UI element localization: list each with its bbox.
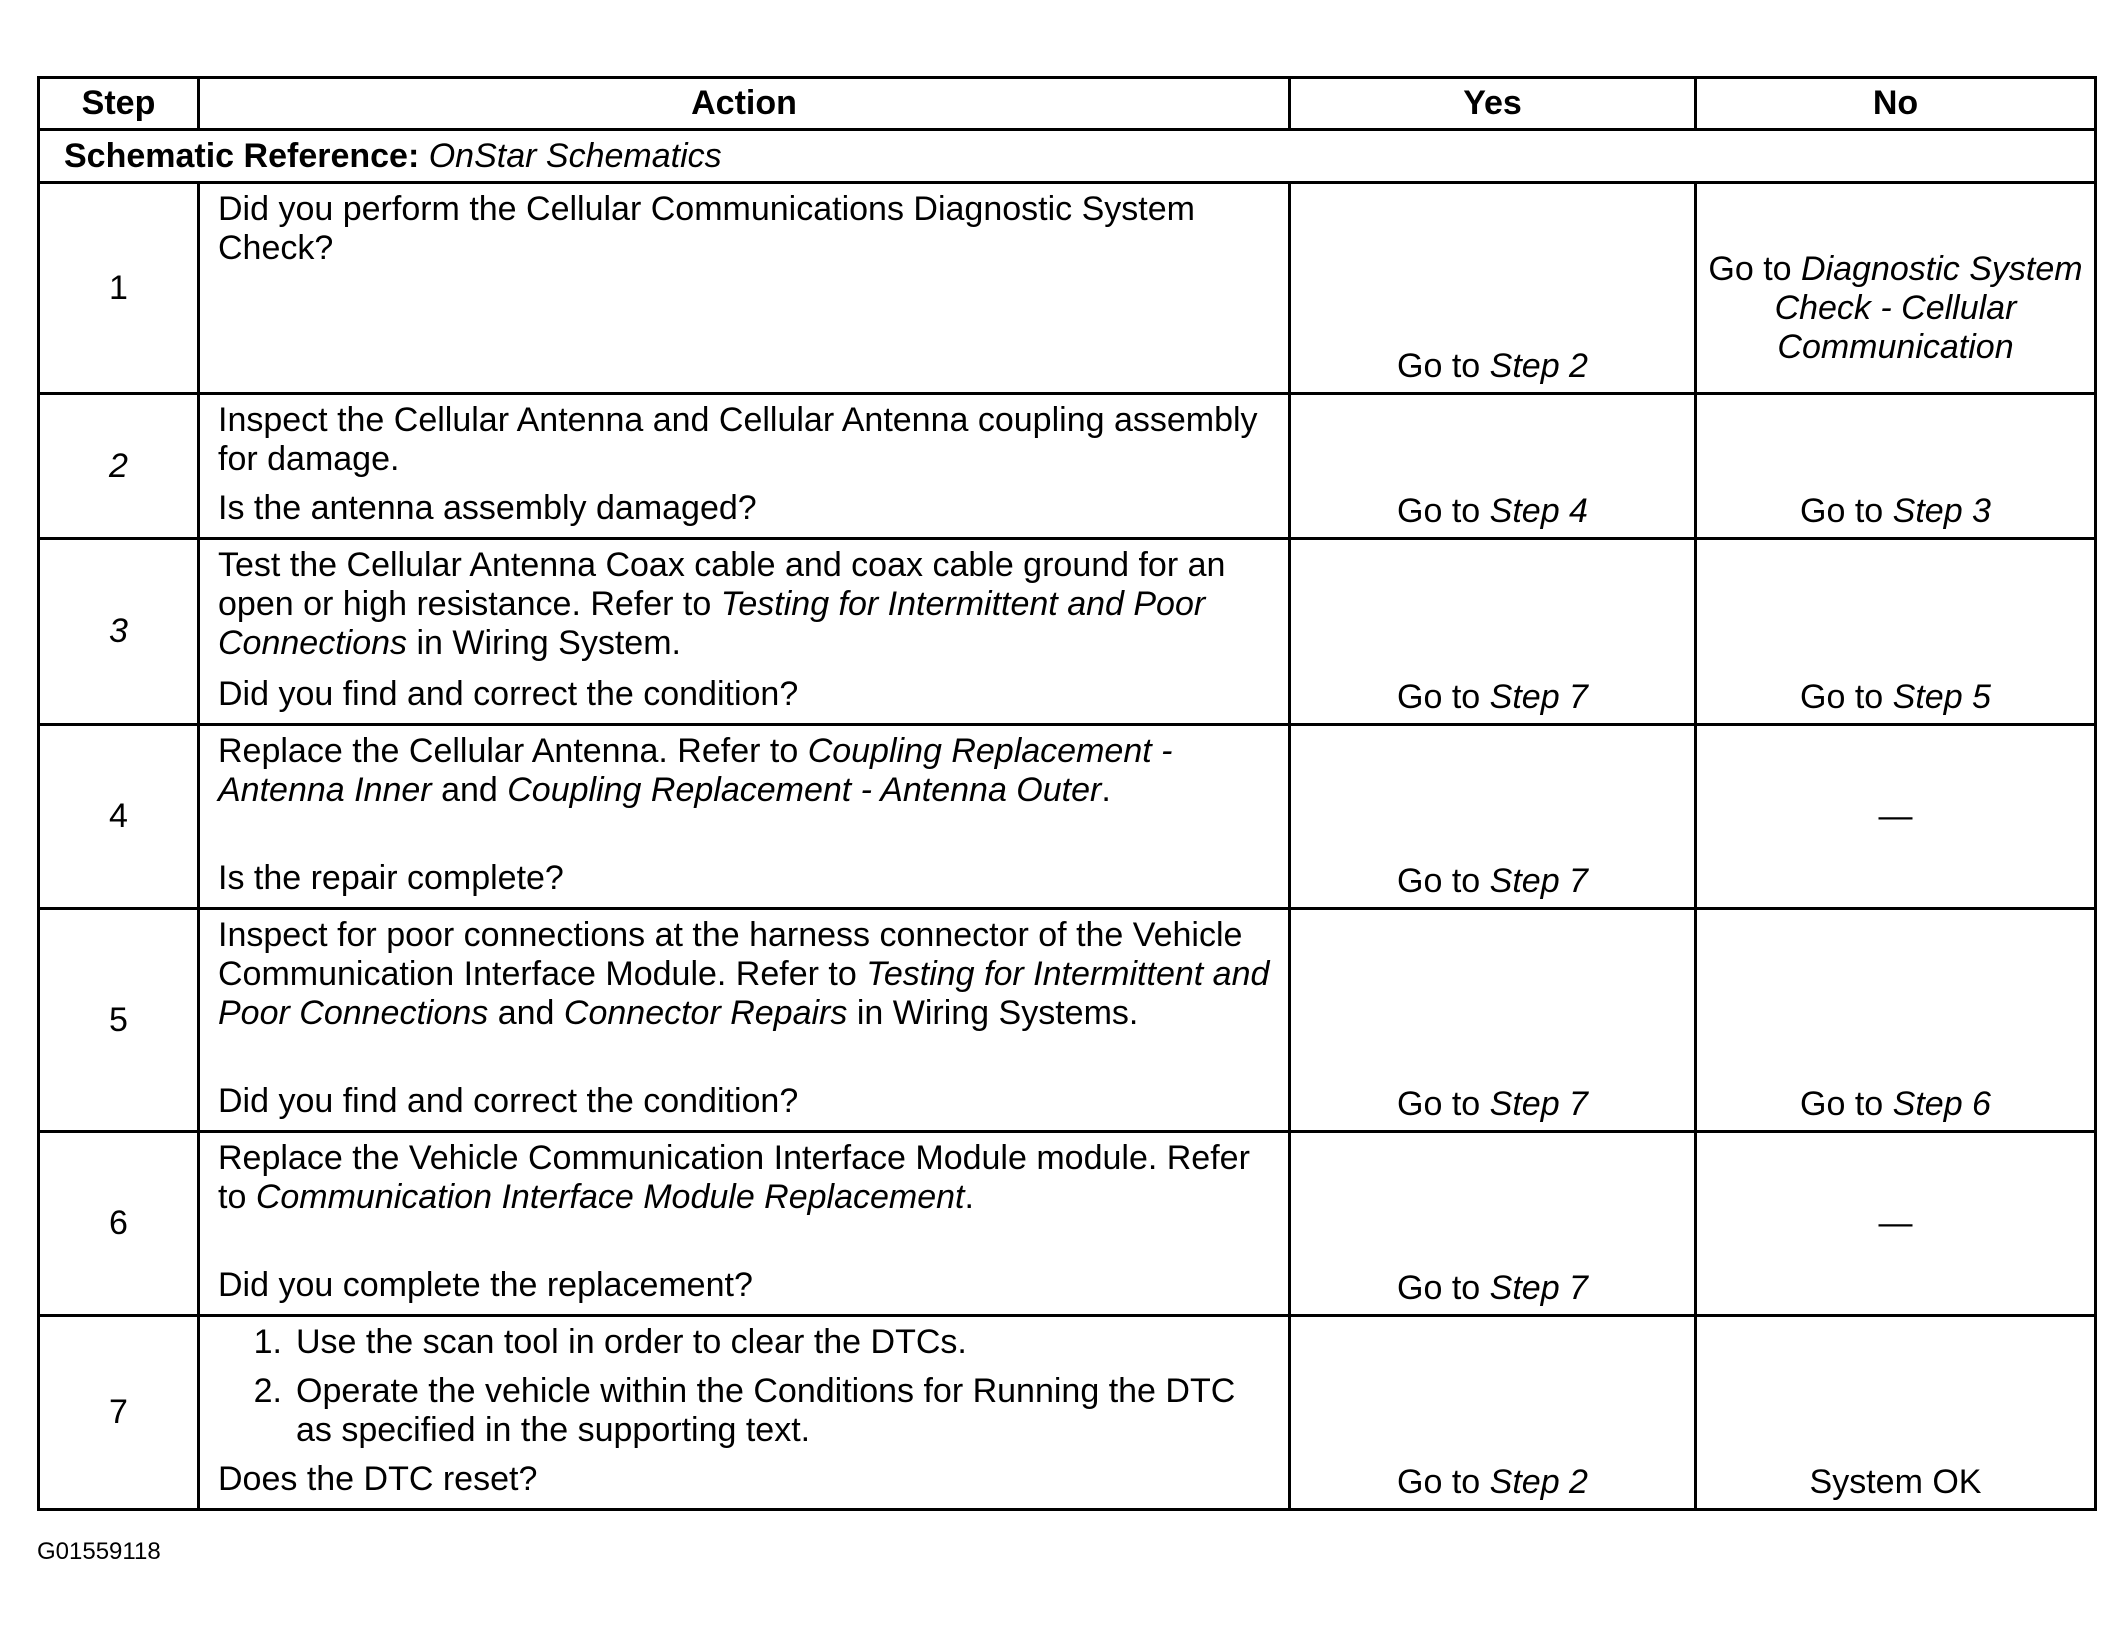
go-to-text: Go to [1397, 347, 1481, 385]
header-yes: Yes [1290, 78, 1696, 130]
yes-step-ref: Step 2 [1489, 1463, 1588, 1501]
table-row [39, 394, 2096, 539]
yes-cell [1290, 1132, 1696, 1316]
step-number: 1 [39, 183, 199, 394]
table-row [39, 909, 2096, 1132]
step-number: 6 [39, 1132, 199, 1316]
go-to-text: Go to [1397, 1085, 1481, 1123]
action-cell [199, 725, 1290, 909]
action-reference: Communication Interface Module Replacement [255, 1178, 965, 1216]
go-to-text: Go to [1397, 1463, 1481, 1501]
yes-step-ref: Step 4 [1489, 492, 1588, 530]
table-row [39, 1316, 2096, 1510]
action-steps-list [218, 1323, 1270, 1460]
no-action-dash: — [1878, 1204, 1913, 1242]
no-cell [1696, 909, 2096, 1132]
table-row [39, 183, 2096, 394]
go-to-text: Go to [1800, 1085, 1884, 1123]
go-to-text: Go to [1397, 492, 1481, 530]
yes-cell [1290, 909, 1696, 1132]
action-cell [199, 539, 1290, 725]
action-text-part: and [431, 771, 508, 809]
yes-cell [1290, 183, 1696, 394]
no-step-ref: Step 6 [1892, 1085, 1991, 1123]
no-cell [1696, 1316, 2096, 1510]
action-text-part: Replace the Cellular Antenna. Refer to [218, 732, 808, 770]
no-cell [1696, 725, 2096, 909]
header-step: Step [39, 78, 199, 130]
no-cell [1696, 1132, 2096, 1316]
table-row [39, 1132, 2096, 1316]
action-text-part: in Wiring System. [407, 624, 681, 662]
schematic-reference [39, 130, 2096, 183]
no-action-dash: — [1878, 797, 1913, 835]
header-no: No [1696, 78, 2096, 130]
action-text-part: and [488, 994, 564, 1032]
action-question: Did you find and correct the condition? [218, 675, 799, 713]
no-result-text: System OK [1809, 1463, 1982, 1501]
diagnostic-table [37, 76, 2097, 1511]
list-item-text: Operate the vehicle within the Conditions for Running the DTC as specified in the supporting text. [296, 1372, 1236, 1449]
action-text [218, 546, 1270, 663]
action-text-part: Replace the Vehicle Communication Interface Module module. Refer to [218, 1139, 1250, 1216]
action-text: Did you perform the Cellular Communications Diagnostic System Check? [218, 190, 1195, 267]
schematic-reference-value: OnStar Schematics [428, 136, 722, 175]
yes-cell [1290, 1316, 1696, 1510]
list-item [218, 1323, 1270, 1362]
action-reference: Testing for Intermittent and Poor Connections [218, 955, 1270, 1032]
action-reference: Connector Repairs [563, 994, 848, 1032]
figure-id: G01559118 [37, 1538, 161, 1565]
yes-step-ref: Step 7 [1489, 862, 1588, 900]
step-number: 2 [39, 394, 199, 539]
table-row [39, 539, 2096, 725]
no-cell [1696, 539, 2096, 725]
go-to-text: Go to [1800, 678, 1884, 716]
action-text [218, 732, 1270, 810]
action-cell [199, 1132, 1290, 1316]
go-to-text: Go to [1708, 249, 1792, 288]
schematic-reference-row [39, 130, 2096, 183]
no-cell [1696, 183, 2096, 394]
action-reference: Testing for Intermittent and Poor Connections [218, 585, 1206, 662]
yes-step-ref: Step 7 [1489, 1269, 1588, 1307]
no-step-ref: Step 5 [1892, 678, 1991, 716]
action-cell [199, 909, 1290, 1132]
list-item-text: Use the scan tool in order to clear the DTCs. [296, 1323, 967, 1361]
go-to-text: Go to [1397, 862, 1481, 900]
no-reference: Diagnostic System Check - Cellular Communication [1774, 249, 2083, 366]
action-reference: Coupling Replacement - Antenna Inner [218, 732, 1173, 809]
step-number: 7 [39, 1316, 199, 1510]
yes-step-ref: Step 7 [1489, 1085, 1588, 1123]
go-to-text: Go to [1397, 1269, 1481, 1307]
action-reference: Coupling Replacement - Antenna Outer [507, 771, 1102, 809]
schematic-reference-label: Schematic Reference: [64, 136, 420, 175]
go-to-text: Go to [1397, 678, 1481, 716]
action-cell [199, 394, 1290, 539]
action-text-part: Inspect for poor connections at the harness connector of the Vehicle Communication Interface Module. Refer to [218, 916, 1243, 993]
action-question: Did you find and correct the condition? [218, 1082, 799, 1120]
yes-cell [1290, 725, 1696, 909]
table-header-row [39, 78, 2096, 130]
yes-cell [1290, 539, 1696, 725]
action-question: Did you complete the replacement? [218, 1266, 753, 1304]
action-question: Is the antenna assembly damaged? [218, 489, 757, 527]
list-item-number: 1. [253, 1323, 282, 1361]
yes-step-ref: Step 7 [1489, 678, 1588, 716]
step-number: 3 [39, 539, 199, 725]
yes-step-ref: Step 2 [1489, 347, 1588, 385]
table-row [39, 725, 2096, 909]
action-text-part: . [1101, 771, 1111, 809]
action-question: Does the DTC reset? [218, 1460, 538, 1498]
action-text [218, 916, 1270, 1033]
yes-cell [1290, 394, 1696, 539]
list-item [218, 1372, 1270, 1450]
action-question: Is the repair complete? [218, 859, 564, 897]
action-text-part: . [964, 1178, 974, 1216]
go-to-text: Go to [1800, 492, 1884, 530]
action-cell [199, 1316, 1290, 1510]
action-text: Inspect the Cellular Antenna and Cellular Antenna coupling assembly for damage. [218, 401, 1258, 478]
list-item-number: 2. [253, 1372, 282, 1410]
action-text-part: in Wiring Systems. [847, 994, 1139, 1032]
no-cell [1696, 394, 2096, 539]
header-action: Action [199, 78, 1290, 130]
no-step-ref: Step 3 [1892, 492, 1991, 530]
action-cell [199, 183, 1290, 394]
action-text-part: Test the Cellular Antenna Coax cable and coax cable ground for an open or high resistance. Refer to [218, 546, 1226, 623]
action-text [218, 1139, 1270, 1217]
step-number: 4 [39, 725, 199, 909]
step-number: 5 [39, 909, 199, 1132]
